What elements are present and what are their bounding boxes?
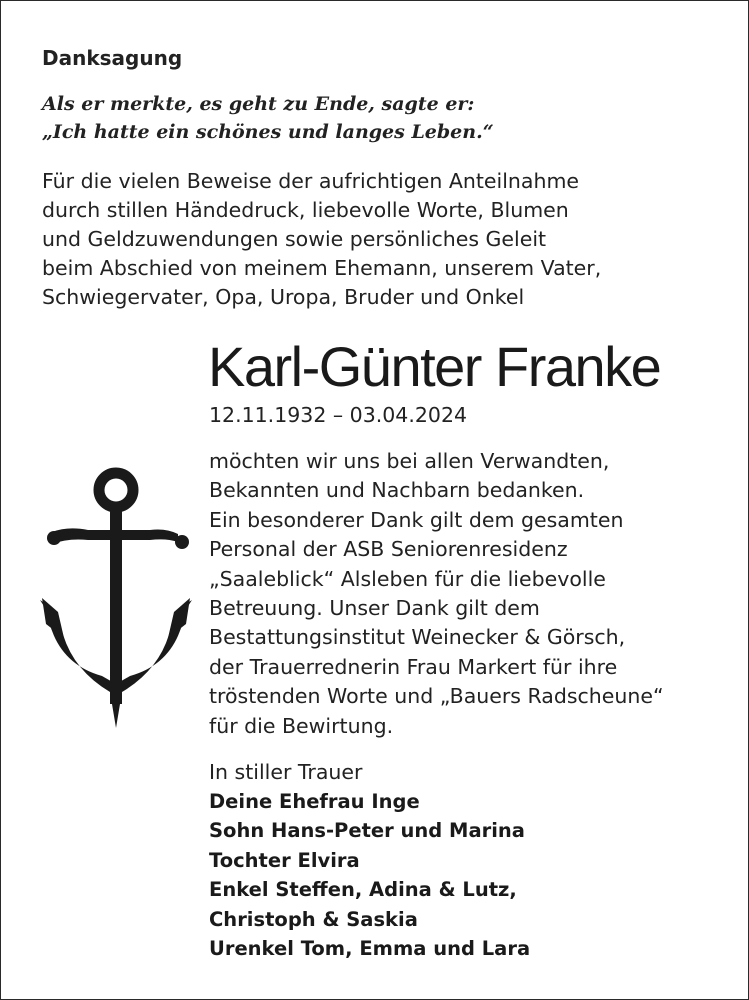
- anchor-icon: [38, 462, 196, 732]
- thanks-line: Betreuung. Unser Dank gilt dem: [209, 596, 540, 621]
- family-line: Urenkel Tom, Emma und Lara: [209, 937, 531, 961]
- quote-block: [42, 90, 494, 146]
- family-line: Tochter Elvira: [209, 848, 360, 872]
- thanks-line: „Saaleblick“ Alsleben für die liebevolle: [209, 566, 606, 591]
- thanks-line: für die Bewirtung.: [209, 713, 394, 738]
- thanks-line: tröstenden Worte und „Bauers Radscheune“: [209, 684, 664, 709]
- thanks-line: Personal der ASB Seniorenresidenz: [209, 537, 568, 562]
- family-line: Enkel Steffen, Adina & Lutz,: [209, 878, 517, 902]
- quote-line: „Ich hatte ein schönes und langes Leben.“: [42, 121, 494, 143]
- intro-line: durch stillen Händedruck, liebevolle Worte, Blumen: [42, 198, 569, 222]
- notice-heading: Danksagung: [42, 46, 183, 70]
- intro-line: beim Abschied von meinem Ehemann, unserem Vater,: [42, 256, 602, 280]
- life-dates: 12.11.1932 – 03.04.2024: [209, 403, 468, 427]
- family-signatures: [209, 787, 530, 963]
- intro-line: Schwiegervater, Opa, Uropa, Bruder und Onkel: [42, 285, 525, 309]
- family-line: Deine Ehefrau Inge: [209, 790, 420, 813]
- thanks-paragraph: [209, 447, 664, 741]
- thanks-line: Bekannten und Nachbarn bedanken.: [209, 478, 585, 503]
- thanks-line: Ein besonderer Dank gilt dem gesamten: [209, 507, 624, 532]
- thanks-line: Bestattungsinstitut Weinecker & Görsch,: [209, 625, 626, 650]
- mourning-label: In stiller Trauer: [209, 760, 363, 784]
- deceased-name: Karl-Günter Franke: [208, 335, 661, 398]
- thanks-line: der Trauerrednerin Frau Markert für ihre: [209, 654, 618, 679]
- thanks-line: möchten wir uns bei allen Verwandten,: [209, 449, 610, 473]
- family-line: Christoph & Saskia: [209, 907, 418, 931]
- family-line: Sohn Hans-Peter und Marina: [209, 819, 525, 843]
- intro-paragraph: [42, 167, 601, 312]
- intro-line: und Geldzuwendungen sowie persönliches Geleit: [42, 227, 547, 251]
- quote-line: Als er merkte, es geht zu Ende, sagte er:: [42, 93, 475, 115]
- intro-line: Für die vielen Beweise der aufrichtigen Anteilnahme: [42, 169, 580, 193]
